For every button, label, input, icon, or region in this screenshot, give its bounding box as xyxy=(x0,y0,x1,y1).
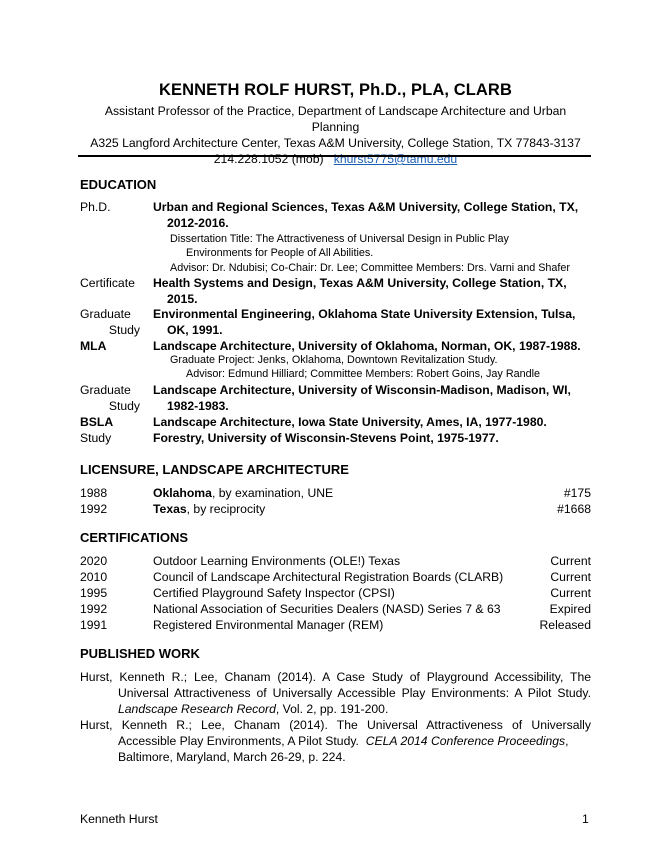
degree-description: Health Systems and Design, Texas A&M University, College Station, TX, xyxy=(153,276,567,290)
degree-description-cont: OK, 1991. xyxy=(167,323,223,337)
license-year: 1988 xyxy=(80,486,108,500)
certification-year: 1992 xyxy=(80,602,108,616)
footer-page-number: 1 xyxy=(582,812,589,826)
certification-status: Current xyxy=(550,570,591,584)
degree-description: Environmental Engineering, Oklahoma State University Extension, Tulsa, xyxy=(153,307,576,321)
degree-description: Landscape Architecture, University of Wisconsin-Madison, Madison, WI, xyxy=(153,383,571,397)
dissertation-advisors: Advisor: Dr. Ndubisi; Co-Chair: Dr. Lee; Committee Members: Drs. Varni and Shafer xyxy=(170,262,571,274)
license-number: #1668 xyxy=(557,502,591,516)
dissertation-title: Dissertation Title: The Attractiveness of Universal Design in Public Play xyxy=(170,233,509,245)
published-heading: PUBLISHED WORK xyxy=(80,646,200,661)
license-description xyxy=(153,485,333,501)
publication-volume: , Vol. 2, pp. 191-200. xyxy=(275,702,389,716)
certification-year: 2020 xyxy=(80,554,108,568)
degree-description-cont: 1982-1983. xyxy=(167,399,229,413)
certification-name: Certified Playground Safety Inspector (CPSI) xyxy=(153,586,395,600)
degree-description: Urban and Regional Sciences, Texas A&M University, College Station, TX, xyxy=(153,200,579,214)
degree-label-cont: Study xyxy=(108,399,140,413)
certification-year: 2010 xyxy=(80,570,108,584)
degree-label: MLA xyxy=(80,339,107,353)
degree-description-cont: 2012-2016. xyxy=(167,216,229,230)
degree-label: Certificate xyxy=(80,276,135,290)
header-divider xyxy=(78,155,591,157)
publication-2 xyxy=(80,717,591,765)
cv-name: KENNETH ROLF HURST, Ph.D., PLA, CLARB xyxy=(159,81,512,99)
phone-number: 214.228.1052 (mob) xyxy=(213,152,324,166)
publication-line: Universal Attractiveness of Universally Accessible Play Environments: A Pilot Study. xyxy=(118,686,591,700)
publication-journal: Landscape Research Record xyxy=(118,702,276,716)
cv-contact-line xyxy=(80,151,591,167)
degree-description-cont: 2015. xyxy=(167,292,198,306)
license-state: Texas xyxy=(153,502,187,516)
publication-line: Hurst, Kenneth R.; Lee, Chanam (2014). A Case Study of Playground Accessibility, The xyxy=(80,670,591,684)
cv-title-line: Assistant Professor of the Practice, Department of Landscape Architecture and Urban Planning xyxy=(104,104,567,134)
footer-author: Kenneth Hurst xyxy=(80,812,158,826)
education-heading: EDUCATION xyxy=(80,177,157,192)
certification-status: Current xyxy=(550,586,591,600)
publication-line: Hurst, Kenneth R.; Lee, Chanam (2014). The Universal Attractiveness of Universally xyxy=(80,718,591,732)
degree-description: Forestry, University of Wisconsin-Stevens Point, 1975-1977. xyxy=(153,431,499,445)
degree-description: Landscape Architecture, Iowa State University, Ames, IA, 1977-1980. xyxy=(153,415,547,429)
certification-status: Current xyxy=(550,554,591,568)
certification-status: Expired xyxy=(549,602,591,616)
certification-year: 1991 xyxy=(80,618,108,632)
cv-address-line: A325 Langford Architecture Center, Texas A&M University, College Station, TX 77843-3137 xyxy=(90,136,581,150)
publication-title: Accessible Play Environments, A Pilot Study. xyxy=(118,734,366,748)
degree-label-cont: Study xyxy=(108,323,140,337)
degree-description: Landscape Architecture, University of Oklahoma, Norman, OK, 1987-1988. xyxy=(153,339,581,353)
degree-label: Graduate xyxy=(80,383,131,397)
email-link[interactable]: khurst5775@tamu.edu xyxy=(333,152,458,166)
certification-name: Outdoor Learning Environments (OLE!) Texas xyxy=(153,554,401,568)
publication-line: Baltimore, Maryland, March 26-29, p. 224. xyxy=(118,750,346,764)
publication-journal: CELA 2014 Conference Proceedings xyxy=(365,734,566,748)
publication-1 xyxy=(80,669,591,717)
certification-name: Council of Landscape Architectural Registration Boards (CLARB) xyxy=(153,570,504,584)
certification-status: Released xyxy=(539,618,591,632)
certifications-heading: CERTIFICATIONS xyxy=(80,530,189,545)
license-detail: , by examination, UNE xyxy=(211,486,334,500)
degree-label: Graduate xyxy=(80,307,131,321)
license-description xyxy=(153,501,265,517)
graduate-project: Graduate Project: Jenks, Oklahoma, Downtown Revitalization Study. xyxy=(170,354,498,366)
license-detail: , by reciprocity xyxy=(186,502,266,516)
graduate-advisors: Advisor: Edmund Hilliard; Committee Members: Robert Goins, Jay Randle xyxy=(186,368,541,380)
degree-label: BSLA xyxy=(80,415,114,429)
licensure-heading: LICENSURE, LANDSCAPE ARCHITECTURE xyxy=(80,462,349,477)
certification-name: National Association of Securities Dealers (NASD) Series 7 & 63 xyxy=(153,602,501,616)
publication-citation xyxy=(80,701,591,717)
publication-citation xyxy=(80,733,591,749)
degree-label: Study xyxy=(80,431,112,445)
cv-header xyxy=(80,80,591,167)
degree-label: Ph.D. xyxy=(80,200,111,214)
license-state: Oklahoma xyxy=(153,486,212,500)
dissertation-title-cont: Environments for People of All Abilities. xyxy=(186,247,374,259)
certification-year: 1995 xyxy=(80,586,108,600)
certification-name: Registered Environmental Manager (REM) xyxy=(153,618,384,632)
publication-punct: , xyxy=(565,734,569,748)
license-number: #175 xyxy=(563,486,591,500)
license-year: 1992 xyxy=(80,502,108,516)
